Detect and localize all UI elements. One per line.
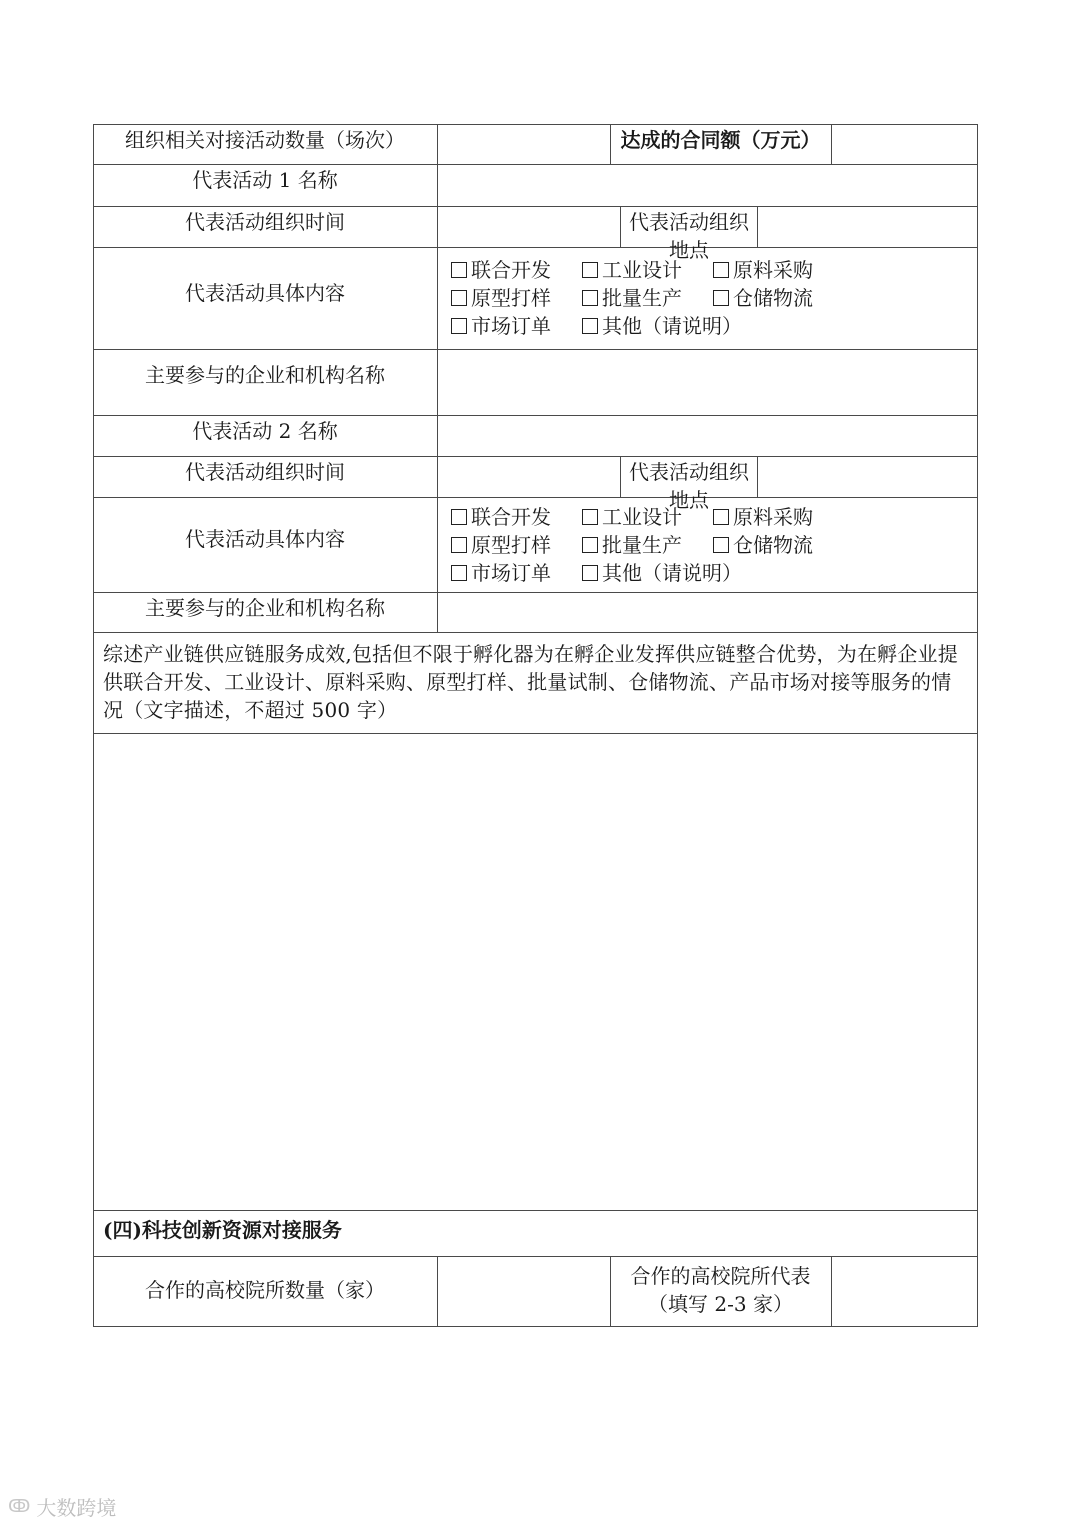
activity1-name-label: 代表活动 1 名称 — [192, 168, 338, 192]
option-mass-production[interactable]: 批量生产 — [582, 531, 713, 559]
option-material-procurement[interactable]: 原料采购 — [713, 256, 844, 284]
checkbox-icon[interactable] — [582, 290, 598, 306]
option-warehousing-logistics[interactable]: 仓储物流 — [713, 531, 844, 559]
activity2-participants-field[interactable] — [438, 593, 977, 632]
contract-amount-field[interactable] — [832, 125, 977, 164]
checkbox-icon[interactable] — [451, 509, 467, 525]
activity2-name-label: 代表活动 2 名称 — [192, 419, 338, 443]
contract-amount-label: 达成的合同额（万元） — [620, 128, 821, 152]
option-joint-development[interactable]: 联合开发 — [451, 503, 582, 531]
option-market-orders[interactable]: 市场订单 — [451, 559, 582, 587]
university-representative-label: 合作的高校院所代表 （填写 2-3 家） — [630, 1264, 811, 1316]
activity1-time-field[interactable] — [438, 207, 620, 247]
option-market-orders[interactable]: 市场订单 — [451, 312, 582, 340]
application-form-table — [93, 124, 978, 1327]
activity1-time-label: 代表活动组织时间 — [185, 210, 345, 234]
supply-chain-summary-prompt: 综述产业链供应链服务成效,包括但不限于孵化器为在孵企业发挥供应链整合优势，为在孵企业提供联合开发、工业设计、原料采购、原型打样、批量试制、仓储物流、产品市场对接等服务的情况（文字描述，不超过 500 字） — [103, 642, 958, 722]
checkbox-icon[interactable] — [451, 565, 467, 581]
activity2-time-label: 代表活动组织时间 — [185, 460, 345, 484]
option-material-procurement[interactable]: 原料采购 — [713, 503, 844, 531]
section-4-title: (四)科技创新资源对接服务 — [103, 1218, 342, 1242]
option-industrial-design[interactable]: 工业设计 — [582, 503, 713, 531]
checkbox-icon[interactable] — [582, 262, 598, 278]
activity1-location-field[interactable] — [758, 207, 977, 247]
option-prototyping[interactable]: 原型打样 — [451, 284, 582, 312]
option-industrial-design[interactable]: 工业设计 — [582, 256, 713, 284]
activity2-name-field[interactable] — [438, 416, 977, 456]
activity2-location-label: 代表活动组织地点 — [629, 460, 749, 512]
activity2-participants-label: 主要参与的企业和机构名称 — [145, 596, 385, 620]
checkbox-icon[interactable] — [582, 318, 598, 334]
checkbox-icon[interactable] — [713, 290, 729, 306]
checkbox-icon[interactable] — [713, 537, 729, 553]
checkbox-icon[interactable] — [582, 565, 598, 581]
watermark-logo-icon: ↂ — [8, 1496, 31, 1517]
option-warehousing-logistics[interactable]: 仓储物流 — [713, 284, 844, 312]
checkbox-icon[interactable] — [451, 262, 467, 278]
option-joint-development[interactable]: 联合开发 — [451, 256, 582, 284]
supply-chain-summary-textarea[interactable] — [94, 734, 977, 1210]
activity-count-field[interactable] — [438, 125, 610, 164]
checkbox-icon[interactable] — [451, 318, 467, 334]
checkbox-icon[interactable] — [451, 537, 467, 553]
activity1-location-label: 代表活动组织地点 — [629, 210, 749, 262]
option-other[interactable]: 其他（请说明） — [582, 559, 742, 587]
university-count-field[interactable] — [438, 1257, 610, 1326]
option-prototyping[interactable]: 原型打样 — [451, 531, 582, 559]
checkbox-icon[interactable] — [582, 509, 598, 525]
activity1-content-label: 代表活动具体内容 — [185, 281, 345, 305]
activity-count-label: 组织相关对接活动数量（场次） — [125, 128, 405, 152]
checkbox-icon[interactable] — [713, 509, 729, 525]
option-mass-production[interactable]: 批量生产 — [582, 284, 713, 312]
activity2-location-field[interactable] — [758, 457, 977, 497]
activity1-participants-field[interactable] — [438, 350, 977, 415]
activity1-name-field[interactable] — [438, 165, 977, 206]
activity2-time-field[interactable] — [438, 457, 620, 497]
activity2-content-options — [438, 498, 977, 592]
checkbox-icon[interactable] — [713, 262, 729, 278]
checkbox-icon[interactable] — [582, 537, 598, 553]
university-count-label: 合作的高校院所数量（家） — [145, 1278, 385, 1302]
option-other[interactable]: 其他（请说明） — [582, 312, 742, 340]
activity1-content-options — [438, 248, 977, 349]
activity2-content-label: 代表活动具体内容 — [185, 527, 345, 551]
activity1-participants-label: 主要参与的企业和机构名称 — [145, 363, 385, 387]
checkbox-icon[interactable] — [451, 290, 467, 306]
university-representative-field[interactable] — [832, 1257, 977, 1326]
watermark: ↂ 大数跨境 — [8, 1496, 117, 1520]
